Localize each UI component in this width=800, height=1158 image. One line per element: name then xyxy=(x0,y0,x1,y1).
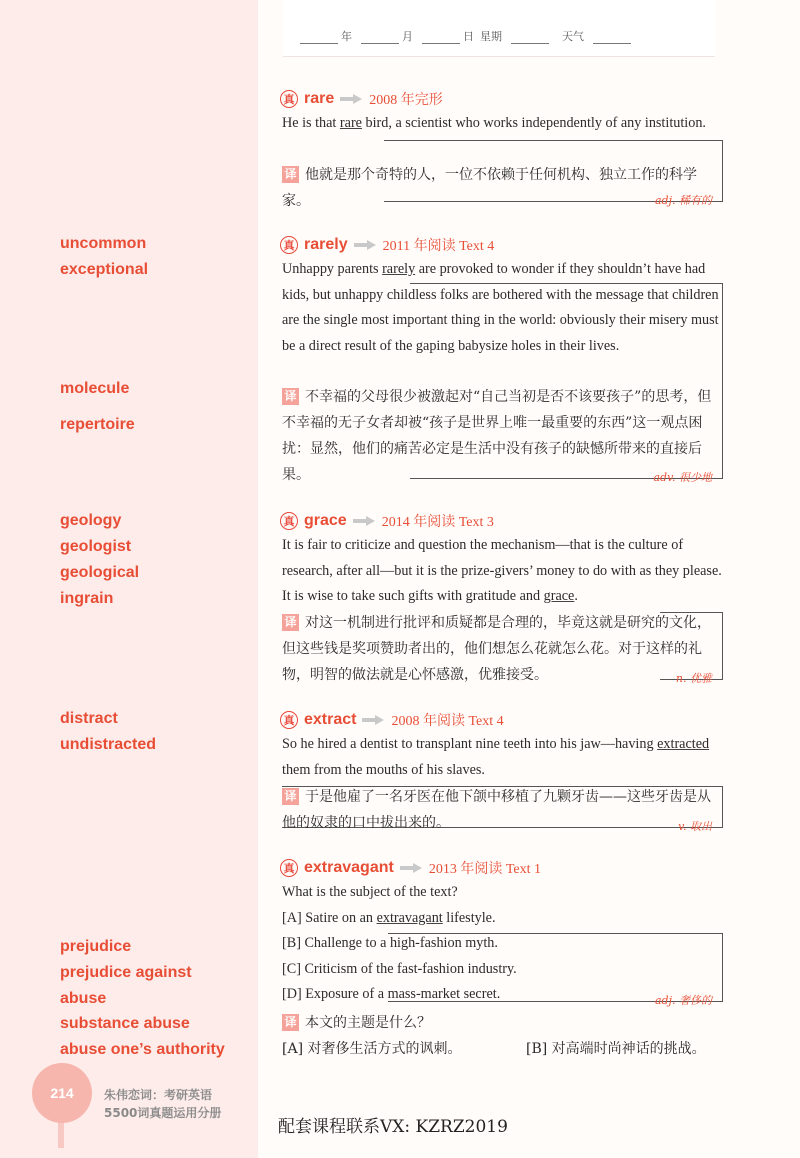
part-of-speech: adj. 稀有的 xyxy=(654,194,712,207)
translation: 译 本文的主题是什么？ xyxy=(282,1010,722,1036)
example-sentence: Unhappy parents rarely are provoked to wonder if they shouldn’t have had kids, but unhappy childless folks are bothered with the message that children are the single most important thing in the world: obviously their misery must be a direct result of the gaping babysize holes in their lives. xyxy=(282,261,719,354)
entry-header-rare xyxy=(280,88,443,110)
example-sentence: He is that rare bird, a scientist who works independently of any institution. xyxy=(282,115,706,131)
headword: grace xyxy=(304,512,347,529)
part-of-speech: adv. 很少地 xyxy=(653,471,712,484)
option-d: [D] Exposure of a mass-market secret. xyxy=(282,986,501,1002)
translation-option-b: [B] 对高端时尚神话的挑战。 xyxy=(526,1041,706,1057)
part-of-speech: n. 优雅 xyxy=(675,672,712,685)
translation: 译 对这一机制进行批评和质疑都是合理的，毕竟这就是研究的文化，但这些钱是奖项赞助者出的，他们想怎么花就怎么花。对于这样的礼物，明智的做法就是心怀感激，优雅接受。 xyxy=(282,615,711,683)
headword: rarely xyxy=(304,236,348,253)
month-label: 月 xyxy=(402,30,413,43)
day-label: 日 xyxy=(463,30,474,43)
yi-icon: 译 xyxy=(282,166,299,183)
entry-header-extract xyxy=(280,709,504,731)
sidebar-word: prejudice xyxy=(60,938,132,955)
sidebar-word: uncommon xyxy=(60,235,147,252)
translation: 译 不幸福的父母很少被激起对“自己当初是否不该要孩子”的思考，但不幸福的无子女者却被“孩子是世界上唯一最重要的东西”这一观点困扰：显然，他们的痛苦必定是生活中没有孩子的缺憾所带来的直接后果。 xyxy=(282,389,712,483)
book-title: 朱伟恋词：考研英语 5500词真题运用分册 xyxy=(104,1088,222,1120)
month-blank xyxy=(361,32,399,44)
exam-source: 2013 年阅读 Text 1 xyxy=(428,862,542,877)
weather-blank xyxy=(593,32,631,44)
translation: 译 他就是那个奇特的人，一位不依赖于任何机构、独立工作的科学家。 xyxy=(282,167,697,209)
footer-contact: 配套课程联系VX: KZRZ2019 xyxy=(278,1117,508,1137)
question-text: What is the subject of the text? xyxy=(282,884,458,900)
target-word: rarely xyxy=(382,261,416,277)
sidebar-word: geologist xyxy=(60,538,132,555)
sidebar-word: substance abuse xyxy=(60,1015,190,1032)
entry-header-grace xyxy=(280,510,494,532)
sidebar-word: ingrain xyxy=(60,590,114,607)
option-c: [C] Criticism of the fast-fashion industry. xyxy=(282,960,517,977)
headword: extract xyxy=(304,711,357,728)
entry-header-extravagant xyxy=(280,857,541,879)
entry-header-rarely xyxy=(280,234,494,256)
headword: rare xyxy=(304,90,335,107)
page-number-badge: 214 xyxy=(32,1063,92,1123)
year-blank xyxy=(300,32,338,44)
target-word: extravagant xyxy=(376,909,443,926)
zhen-icon: 真 xyxy=(280,236,298,254)
zhen-icon: 真 xyxy=(280,90,298,108)
year-label: 年 xyxy=(341,30,352,43)
sidebar-word: exceptional xyxy=(60,261,149,278)
arrow-right-icon xyxy=(400,863,422,873)
arrow-right-icon xyxy=(362,715,384,725)
exam-source: 2008 年阅读 Text 4 xyxy=(391,714,504,729)
yi-icon: 译 xyxy=(282,788,299,805)
option-a: [A] Satire on an extravagant lifestyle. xyxy=(282,909,496,926)
arrow-right-icon xyxy=(340,94,362,104)
target-word: extracted xyxy=(657,736,710,752)
yi-icon: 译 xyxy=(282,388,299,405)
sidebar-word: undistracted xyxy=(60,736,157,753)
headword: extravagant xyxy=(304,859,394,876)
weekday-label: 星期 xyxy=(480,30,502,43)
sidebar-word: prejudice against xyxy=(60,964,192,981)
target-word: grace xyxy=(543,588,575,604)
day-blank xyxy=(422,32,460,44)
exam-source: 2008 年完形 xyxy=(369,93,443,108)
sidebar-word: geological xyxy=(60,564,140,581)
part-of-speech: adj. 奢侈的 xyxy=(654,994,712,1007)
translation: 译 于是他雇了一名牙医在他下颌中移植了九颗牙齿——这些牙齿是从他的奴隶的口中拔出来的。 xyxy=(282,789,711,831)
sidebar-word: abuse one’s authority xyxy=(60,1041,225,1058)
sidebar-word: distract xyxy=(60,710,118,727)
option-b: [B] Challenge to a high-fashion myth. xyxy=(282,935,498,951)
yi-icon: 译 xyxy=(282,614,299,631)
translation-option-a: [A] 对奢侈生活方式的讽刺。 xyxy=(282,1041,462,1057)
sidebar-word: geology xyxy=(60,512,122,529)
date-header xyxy=(283,0,715,57)
zhen-icon: 真 xyxy=(280,512,298,530)
zhen-icon: 真 xyxy=(280,711,298,729)
target-word: rare xyxy=(339,115,362,131)
example-sentence: So he hired a dentist to transplant nine teeth into his jaw—having extracted them from the mouths of his slaves. xyxy=(282,736,710,778)
weather-label: 天气 xyxy=(562,30,584,43)
weekday-blank xyxy=(511,32,549,44)
sidebar-word: molecule xyxy=(60,380,130,397)
example-sentence: It is fair to criticize and question the mechanism—that is the culture of research, after all—but it is the prize-givers’ money to do with as they please. It is wise to take such gifts with gratitude and grace. xyxy=(282,537,722,604)
arrow-right-icon xyxy=(353,516,375,526)
sidebar-word: repertoire xyxy=(60,416,135,433)
part-of-speech: v. 取出 xyxy=(678,820,712,833)
sidebar-word: abuse xyxy=(60,990,107,1007)
zhen-icon: 真 xyxy=(280,859,298,877)
arrow-right-icon xyxy=(354,240,376,250)
yi-icon: 译 xyxy=(282,1014,299,1031)
exam-source: 2011 年阅读 Text 4 xyxy=(382,239,495,254)
exam-source: 2014 年阅读 Text 3 xyxy=(381,515,494,530)
